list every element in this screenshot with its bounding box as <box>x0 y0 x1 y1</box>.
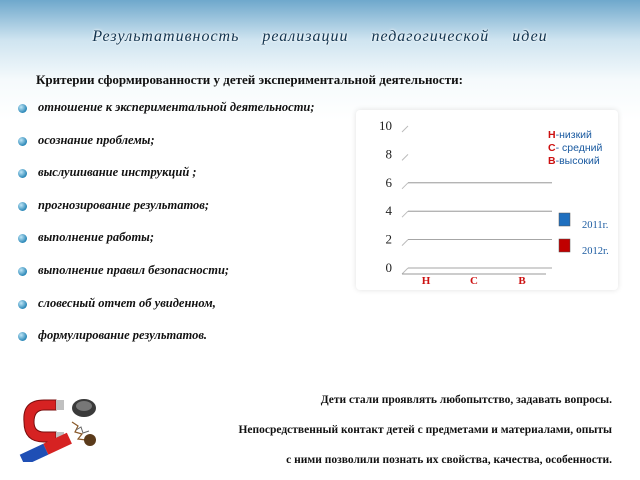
criteria-item <box>18 263 315 296</box>
legend-swatch <box>559 213 570 226</box>
y-tick-label: 6 <box>385 174 392 190</box>
gridline-depth <box>402 268 408 274</box>
y-tick-label: 4 <box>385 203 392 219</box>
bullet-icon <box>18 234 27 243</box>
criteria-text: выполнение правил безопасности; <box>38 262 230 277</box>
gridline-depth <box>402 183 408 189</box>
outcome-line: Непосредственный контакт детей с предметами и материалами, опыты <box>238 424 612 436</box>
bullet-icon <box>18 300 27 309</box>
series-legend-label: 2011г. <box>582 220 609 231</box>
criteria-item <box>18 328 315 361</box>
gridline-depth <box>402 126 408 132</box>
x-tick-label: С <box>470 275 478 287</box>
magnets-illustration <box>14 392 102 462</box>
y-tick-label: 0 <box>385 260 392 275</box>
bar-chart <box>356 110 618 290</box>
series-legend-label: 2012г. <box>582 246 609 257</box>
criteria-item <box>18 230 315 263</box>
criteria-item <box>18 100 315 133</box>
outcome-text <box>238 385 612 475</box>
y-tick-label: 10 <box>379 118 392 133</box>
criteria-text: формулирование результатов. <box>38 328 208 343</box>
y-tick-label: 2 <box>385 231 392 247</box>
outcome-line: с ними позволили познать их свойства, качества, особенности. <box>286 454 612 466</box>
criteria-text: выслушивание инструкций ; <box>38 165 197 180</box>
criteria-text: словесный отчет об увиденном, <box>38 295 216 310</box>
criteria-list <box>18 100 315 361</box>
legend-swatch <box>559 239 570 252</box>
bullet-icon <box>18 332 27 341</box>
bullet-icon <box>18 169 27 178</box>
criteria-text: прогнозирование результатов; <box>38 197 210 212</box>
slide-title: Результативность реализации педагогической идеи <box>92 28 548 45</box>
bullet-icon <box>18 137 27 146</box>
criteria-item <box>18 296 315 329</box>
category-legend-entry: Н-низкий <box>548 129 592 141</box>
criteria-heading: Критерии сформированности у детей экспериментальной деятельности: <box>36 72 463 87</box>
x-tick-label: В <box>518 275 526 287</box>
bullet-icon <box>18 104 27 113</box>
bullet-icon <box>18 202 27 211</box>
x-tick-label: Н <box>421 275 431 287</box>
category-legend-entry: С- средний <box>548 142 603 154</box>
chart-card <box>356 110 618 290</box>
criteria-item <box>18 198 315 231</box>
outcome-line: Дети стали проявлять любопытство, задавать вопросы. <box>320 394 612 406</box>
y-tick-label: 8 <box>385 146 392 162</box>
bullet-icon <box>18 267 27 276</box>
criteria-text: выполнение работы; <box>38 230 154 245</box>
criteria-item <box>18 133 315 166</box>
gridline-depth <box>402 240 408 246</box>
gridline-depth <box>402 154 408 160</box>
category-legend-entry: В-высокий <box>548 155 600 167</box>
criteria-item <box>18 165 315 198</box>
gridline-depth <box>402 211 408 217</box>
criteria-text: осознание проблемы; <box>38 132 155 147</box>
criteria-text: отношение к экспериментальной деятельности; <box>38 100 315 114</box>
